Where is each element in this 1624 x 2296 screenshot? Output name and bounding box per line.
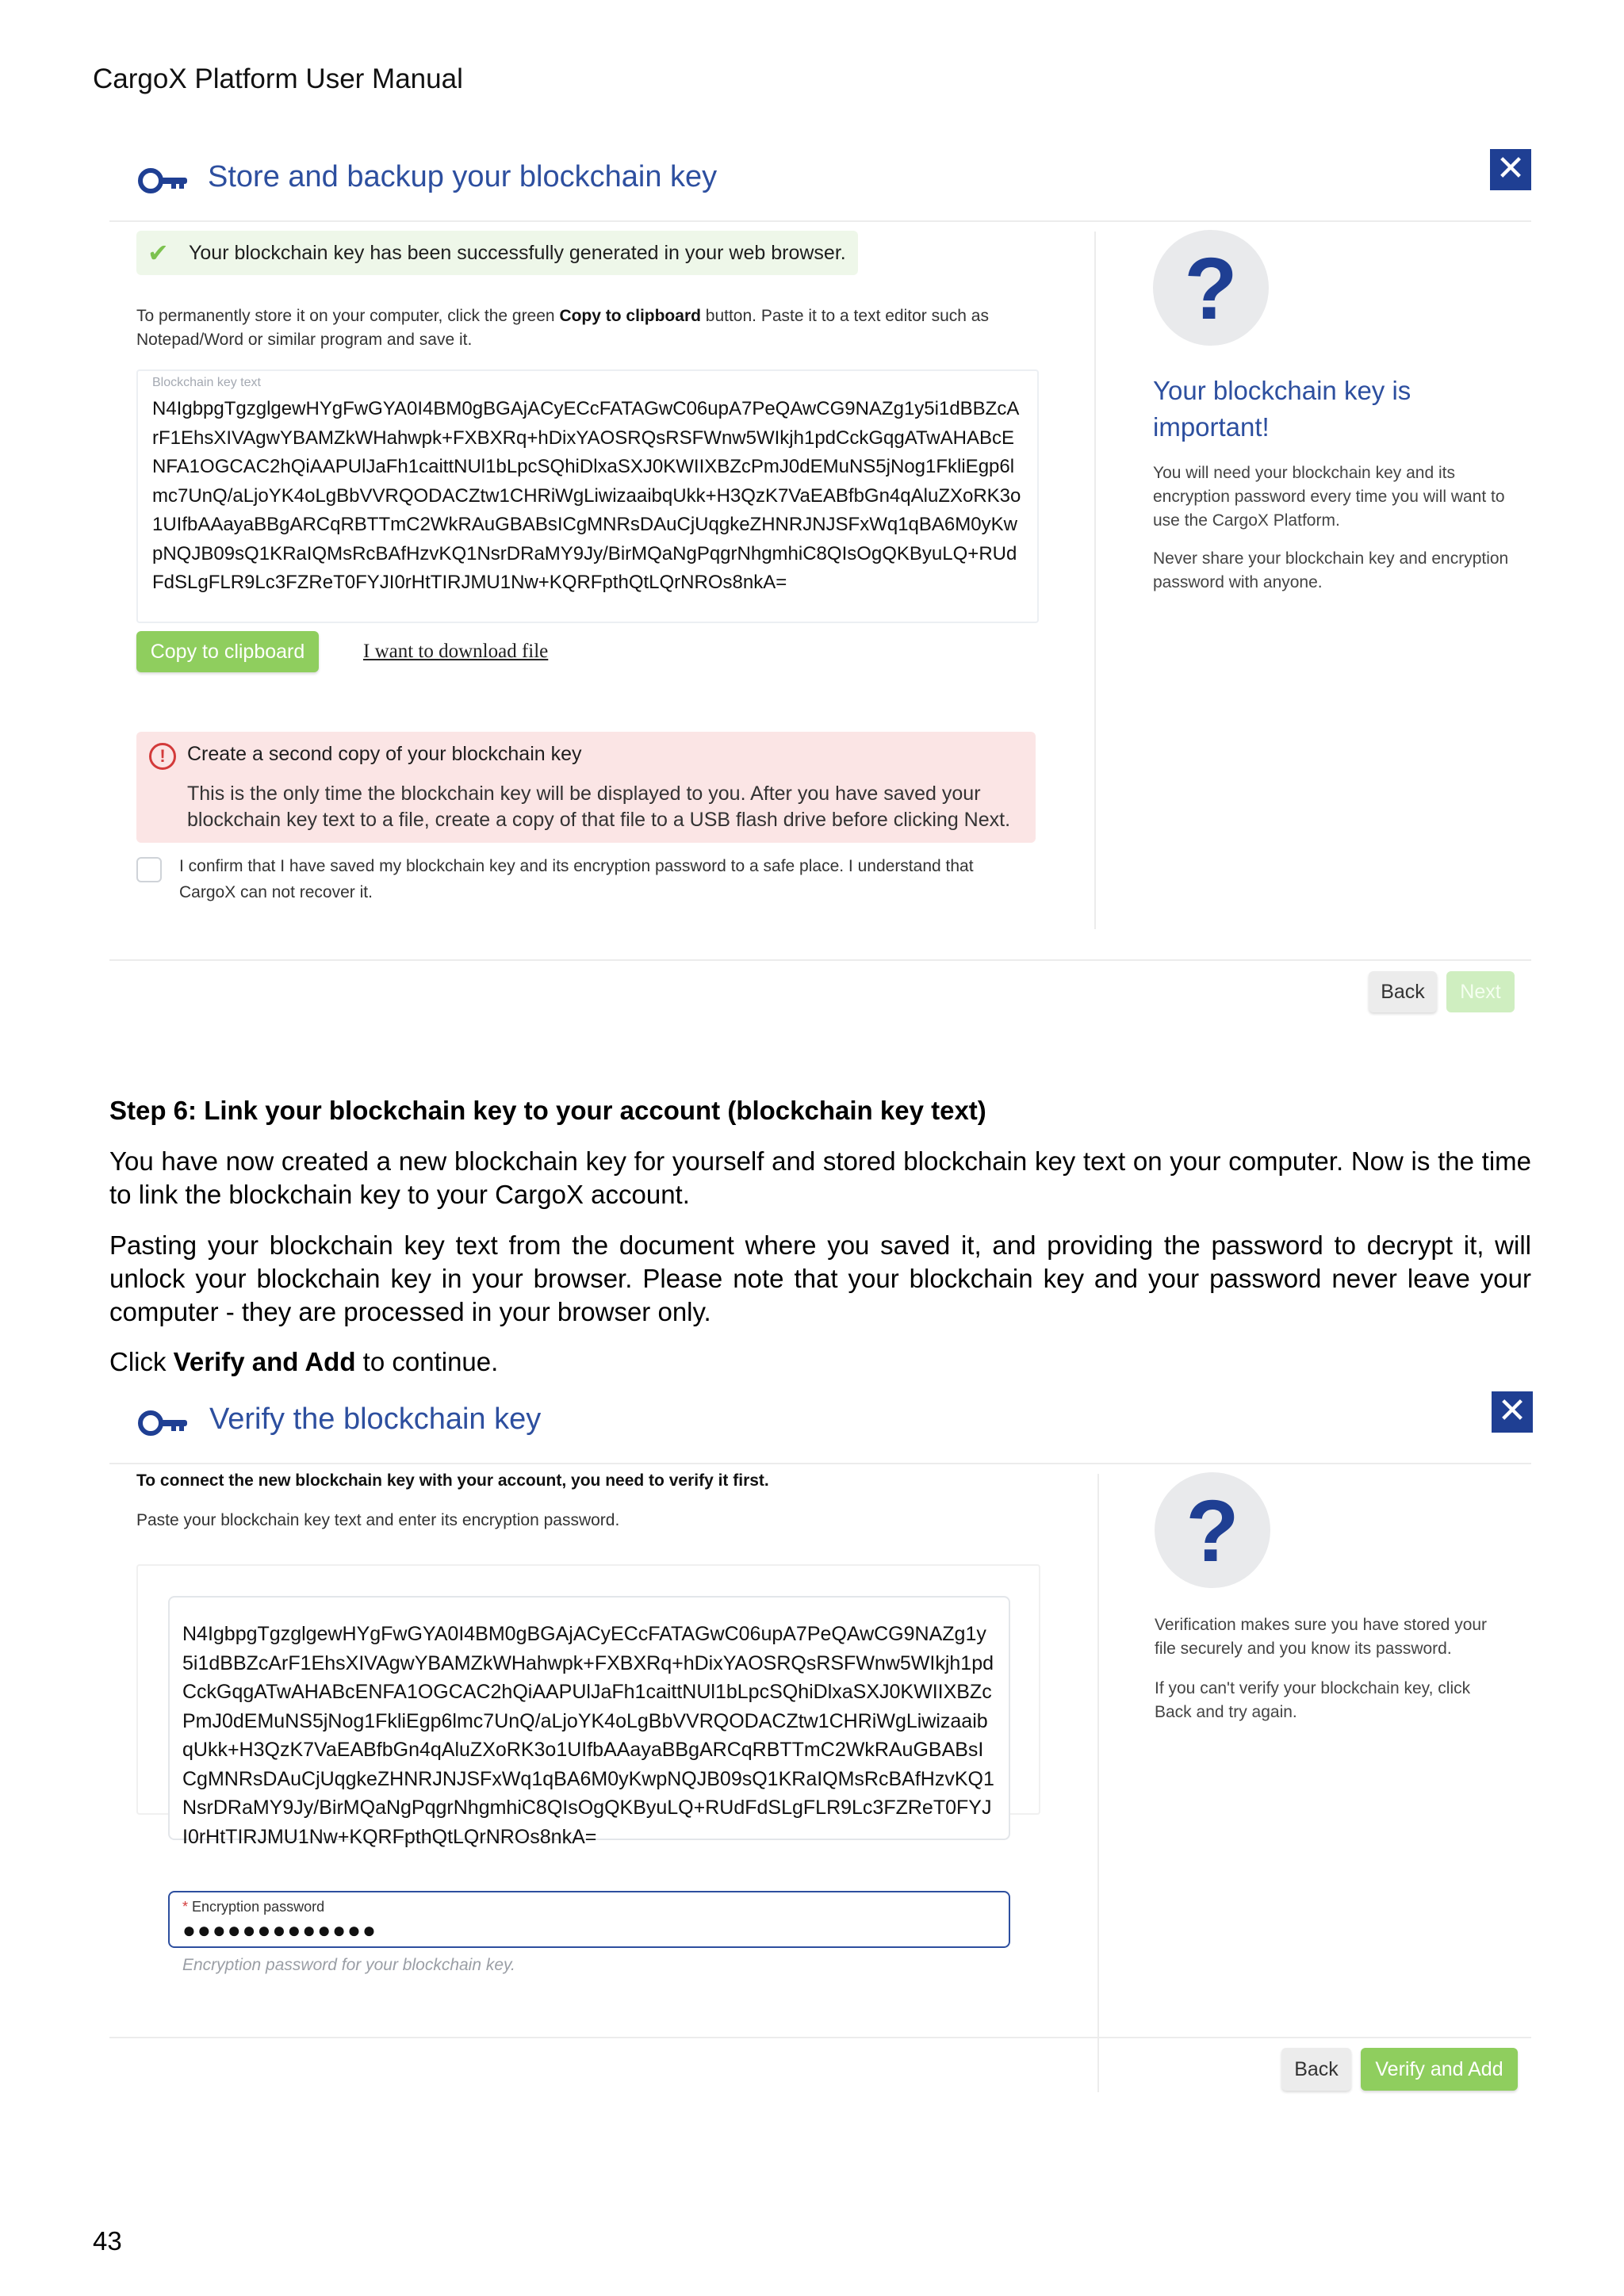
blockchain-key-textarea[interactable] bbox=[168, 1596, 1010, 1848]
key-icon bbox=[136, 165, 189, 197]
blockchain-key-text: N4IgbpgTgzglgewHYgFwGYA0I4BM0gBGAjACyECcFATAGwC06upA7PeQAwCG9NAZg1y5i1dBBZcArF1EhsXIVAgwYBAMZkWHahwpk+FXBXRq+hDixYAOSRQsRSFWnw5WIkjh1pdCckGqgATwAHABcENFA1OGCAC2hQiAAPUlJaFh1caittNUl1bLpcSQhiDlxaSXJ0KWIIXBZcPmJ0dEMuNS5jNog1FkliEgp6lmc7UnQ/aLjoYK4oLgBbVVRQODACZtw1CHRiWgLiwizaaibqUkk+H3QzK7VaEABfbGn4qAluZXoRK3o1UIfbAAayaBBgARCqRBTTmC2WkRAuGBABsICgMNRsDAuCjUqgkeZHNRJNJSFxWq1qBA6M0yKwpNQJB09sQ1KRaIQMsRcBAfHzvKQ1NsrDRaMY9Jy/BirMQaNgPqgrNhgmhiC8QIsOgQKByuLQ+RUdFdSLgFLR9Lc3FZReT0FYJI0rHtTIRJMU1Nw+KQRFpthQtLQrNROs8nkA= bbox=[152, 398, 1021, 593]
verify-and-add-button[interactable]: Verify and Add bbox=[1361, 2048, 1518, 2091]
checkmark-icon: ✔ bbox=[147, 239, 169, 267]
warning-body: This is the only time the blockchain key will be displayed to you. After you have saved your blockchain key text to a file, create a copy of that file to a USB flash drive before clicking Next. bbox=[187, 783, 1011, 831]
column-divider bbox=[1094, 232, 1096, 929]
warning-alert bbox=[136, 732, 1036, 843]
dialog-title-bar bbox=[109, 149, 1531, 222]
instructions: To permanently store it on your computer, click the green Copy to clipboard button. Paste it to a text editor such as Notepad/Word or similar program and save it. bbox=[136, 307, 989, 349]
key-label: Blockchain key text bbox=[152, 376, 261, 389]
store-key-dialog bbox=[109, 149, 1531, 1029]
document-header: CargoX Platform User Manual bbox=[93, 63, 463, 94]
confirm-checkbox[interactable] bbox=[136, 857, 162, 882]
encryption-password-field[interactable] bbox=[168, 1891, 1010, 1948]
question-icon: ? bbox=[1153, 230, 1269, 346]
dialog-footer-divider bbox=[109, 959, 1531, 961]
back-button[interactable]: Back bbox=[1369, 971, 1437, 1012]
verify-and-add-bold: Verify and Add bbox=[173, 1347, 356, 1376]
question-icon: ? bbox=[1155, 1472, 1270, 1588]
column-divider bbox=[1097, 1474, 1099, 2092]
intro-bold: To connect the new blockchain key with your account, you need to verify it first. bbox=[136, 1471, 769, 1490]
step-paragraph-2: Pasting your blockchain key text from the document where you saved it, and providing the password to decrypt it, will unlock your blockchain key in your browser. Please note that your blockchain key and your password never leave your computer - they are processed in your browser only. bbox=[109, 1230, 1531, 1326]
instructions-bold: Copy to clipboard bbox=[559, 307, 701, 325]
confirm-text: I confirm that I have saved my blockchain key and its encryption password to a safe place. I understand that CargoX can not recover it. bbox=[179, 857, 974, 901]
step-heading: Step 6: Link your blockchain key to your account (blockchain key text) bbox=[109, 1096, 986, 1125]
side-text-2: Never share your blockchain key and encryption password with anyone. bbox=[1153, 549, 1509, 591]
dialog-title: Verify the blockchain key bbox=[209, 1402, 542, 1436]
close-button[interactable]: ✕ bbox=[1492, 1391, 1533, 1433]
success-message: Your blockchain key has been successfully generated in your web browser. bbox=[189, 242, 846, 264]
warning-title: Create a second copy of your blockchain key bbox=[187, 743, 582, 765]
key-icon bbox=[136, 1407, 189, 1439]
step-paragraph-3: Click Verify and Add to continue. bbox=[109, 1347, 499, 1376]
dialog-title: Store and backup your blockchain key bbox=[208, 160, 718, 193]
success-alert bbox=[136, 231, 858, 275]
side-text-1: You will need your blockchain key and its encryption password every time you will want to use the CargoX Platform. bbox=[1153, 464, 1505, 530]
blockchain-key-box[interactable] bbox=[136, 369, 1039, 623]
page-number: 43 bbox=[93, 2226, 122, 2256]
step-paragraph-1: You have now created a new blockchain key for yourself and stored blockchain key text on your computer. Now is the time to link the blockchain key to your CargoX account. bbox=[109, 1146, 1531, 1209]
copy-to-clipboard-button[interactable]: Copy to clipboard bbox=[136, 631, 319, 672]
dialog-title-bar bbox=[109, 1391, 1531, 1464]
intro-text: Paste your blockchain key text and enter its encryption password. bbox=[136, 1511, 620, 1529]
password-value: ●●●●●●●●●●●●● bbox=[182, 1918, 377, 1942]
verify-key-dialog bbox=[109, 1391, 1531, 2105]
back-button[interactable]: Back bbox=[1281, 2048, 1351, 2091]
side-text-2: If you can't verify your blockchain key, click Back and try again. bbox=[1155, 1679, 1471, 1721]
close-button[interactable]: ✕ bbox=[1490, 149, 1531, 190]
warning-icon: ! bbox=[149, 743, 176, 770]
side-heading: Your blockchain key is important! bbox=[1153, 376, 1411, 442]
blockchain-key-text: N4IgbpgTgzglgewHYgFwGYA0I4BM0gBGAjACyECcFATAGwC06upA7PeQAwCG9NAZg1y5i1dBBZcArF1EhsXIVAgwYBAMZkWHahwpk+FXBXRq+hDixYAOSRQsRSFWnw5WIkjh1pdCckGqgATwAHABcENFA1OGCAC2hQiAAPUlJaFh1caittNUl1bLpcSQhiDlxaSXJ0KWIIXBZcPmJ0dEMuNS5jNog1FkliEgp6lmc7UnQ/aLjoYK4oLgBbVVRQODACZtw1CHRiWgLiwizaaibqUkk+H3QzK7VaEABfbGn4qAluZXoRK3o1UIfbAAayaBBgARCqRBTTmC2WkRAuGBABsICgMNRsDAuCjUqgkeZHNRJNJSFxWq1qBA6M0yKwpNQJB09sQ1KRaIQMsRcBAfHzvKQ1NsrDRaMY9Jy/BirMQaNgPqgrNhgmhiC8QIsOgQKByuLQ+RUdFdSLgFLR9Lc3FZReT0FYJI0rHtTIRJMU1Nw+KQRFpthQtLQrNROs8nkA= bbox=[182, 1623, 994, 1848]
side-text-1: Verification makes sure you have stored your file securely and you know its password. bbox=[1155, 1616, 1488, 1658]
dialog-footer-divider bbox=[109, 2037, 1531, 2038]
download-file-link[interactable]: I want to download file bbox=[363, 641, 549, 662]
next-button[interactable]: Next bbox=[1446, 971, 1515, 1012]
password-help: Encryption password for your blockchain key. bbox=[182, 1956, 515, 1974]
password-label: * Encryption password bbox=[182, 1899, 325, 1915]
